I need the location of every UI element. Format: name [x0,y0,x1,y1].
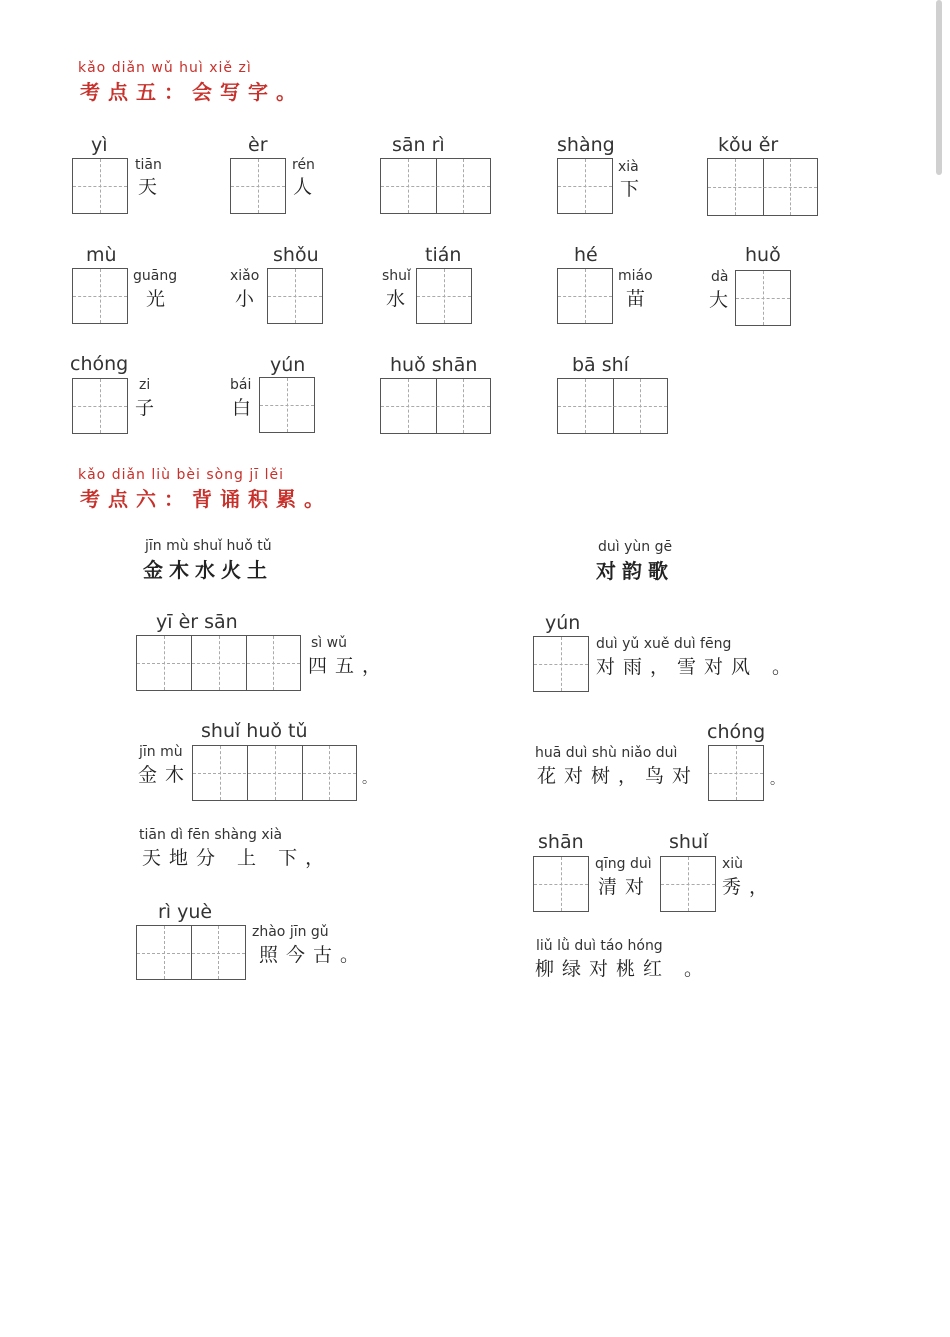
pinyin-label: huǒ shān [390,354,478,376]
writing-box-double[interactable] [380,158,491,214]
writing-box-triple[interactable] [136,635,301,691]
cue-pinyin: dà [711,269,729,285]
left-line1-tail-pinyin: sì wǔ [311,635,347,651]
pinyin-label: bā shí [572,354,629,376]
pinyin-label: sān rì [392,134,445,156]
right-line4: 柳绿对桃红 。 [535,958,712,980]
cue-character: 天 [138,176,166,198]
pinyin-label: mù [86,244,117,266]
right-line3-tail-pinyin: xiù [722,856,744,872]
cue-character: 白 [232,397,260,419]
right-line2-box-pinyin: chóng [707,721,766,743]
writing-box[interactable] [267,268,323,324]
cue-character: 小 [235,288,263,310]
right-line2-text: 花对树，鸟对 [537,765,700,787]
left-line2-head: 金木 [138,764,193,786]
right-line3-tail: 秀， [722,876,777,898]
pinyin-label: èr [248,134,268,156]
section5-title: 考点五：会写字。 [80,80,304,104]
cue-character: 大 [709,289,737,311]
right-line4-pinyin: liǔ lǜ duì táo hóng [536,938,663,954]
cue-pinyin: miáo [618,268,653,284]
pinyin-label: shàng [557,134,615,156]
left-heading-pinyin: jīn mù shuǐ huǒ tǔ [145,538,272,554]
right-line3-pinyin-a: shān [538,831,584,853]
pinyin-label: kǒu ěr [718,134,779,156]
left-line1-tail: 四五， [308,655,390,677]
cue-pinyin: rén [292,157,315,173]
writing-box[interactable] [72,268,128,324]
left-line4-pinyin: rì yuè [158,901,213,923]
pinyin-label: huǒ [745,244,781,266]
writing-box[interactable] [72,378,128,434]
pinyin-label: yì [91,134,108,156]
section6-title: 考点六：背诵积累。 [80,487,332,511]
cue-character: 子 [135,397,163,419]
left-line3-pinyin: tiān dì fēn shàng xià [139,827,283,843]
cue-character: 光 [146,288,174,310]
right-heading: 对韵歌 [596,559,674,583]
right-line1-tail-pinyin: duì yǔ xuě duì fēng [596,636,732,652]
left-line4-tail-pinyin: zhào jīn gǔ [252,924,329,940]
writing-box-double[interactable] [380,378,491,434]
pinyin-label: shǒu [273,244,319,266]
right-line3-pinyin-b: shuǐ [669,831,709,853]
writing-box[interactable] [708,745,764,801]
right-heading-pinyin: duì yùn gē [598,539,673,555]
cue-pinyin: xià [618,159,639,175]
left-heading: 金木水火土 [143,558,273,582]
writing-box-double[interactable] [136,925,246,980]
pinyin-label: yún [270,354,306,376]
right-line2-text-pinyin: huā duì shù niǎo duì [535,745,678,761]
pinyin-label: chóng [70,353,129,375]
cue-pinyin: zi [139,377,151,393]
writing-box-double[interactable] [707,158,818,216]
left-line2-pinyin: shuǐ huǒ tǔ [201,720,308,742]
pinyin-label: tián [425,244,462,266]
writing-box[interactable] [557,268,613,324]
cue-pinyin: shuǐ [382,268,411,284]
writing-box[interactable] [72,158,128,214]
right-line3-mid-pinyin: qīng duì [595,856,652,872]
left-line2-head-pinyin: jīn mù [139,744,183,760]
left-line2-end: 。 [362,771,384,787]
cue-pinyin: bái [230,377,252,393]
scrollbar[interactable] [936,0,942,175]
cue-pinyin: xiǎo [230,268,260,284]
section5-title-pinyin: kǎo diǎn wǔ huì xiě zì [78,60,252,76]
writing-box[interactable] [416,268,472,324]
right-line2-end: 。 [770,772,792,788]
pinyin-label: hé [574,244,598,266]
writing-box[interactable] [660,856,716,912]
writing-box[interactable] [259,377,315,433]
left-line4-tail: 照今古。 [259,944,368,966]
left-line1-pinyin: yī èr sān [156,611,238,633]
right-line3-mid: 清对 [598,876,653,898]
cue-pinyin: tiān [135,157,162,173]
right-line1-pinyin: yún [545,612,581,634]
writing-box-triple[interactable] [192,745,357,801]
writing-box[interactable] [533,636,589,692]
right-line1-tail: 对雨，雪对风 。 [596,656,800,678]
cue-character: 下 [620,178,648,200]
writing-box[interactable] [230,158,286,214]
section6-title-pinyin: kǎo diǎn liù bèi sòng jī lěi [78,467,285,483]
left-line3: 天地分 上 下， [142,847,333,869]
cue-character: 人 [293,176,321,198]
writing-box[interactable] [533,856,589,912]
cue-pinyin: guāng [133,268,178,284]
cue-character: 水 [386,288,414,310]
cue-character: 苗 [626,288,654,310]
writing-box[interactable] [557,158,613,214]
writing-box[interactable] [735,270,791,326]
writing-box-double[interactable] [557,378,668,434]
